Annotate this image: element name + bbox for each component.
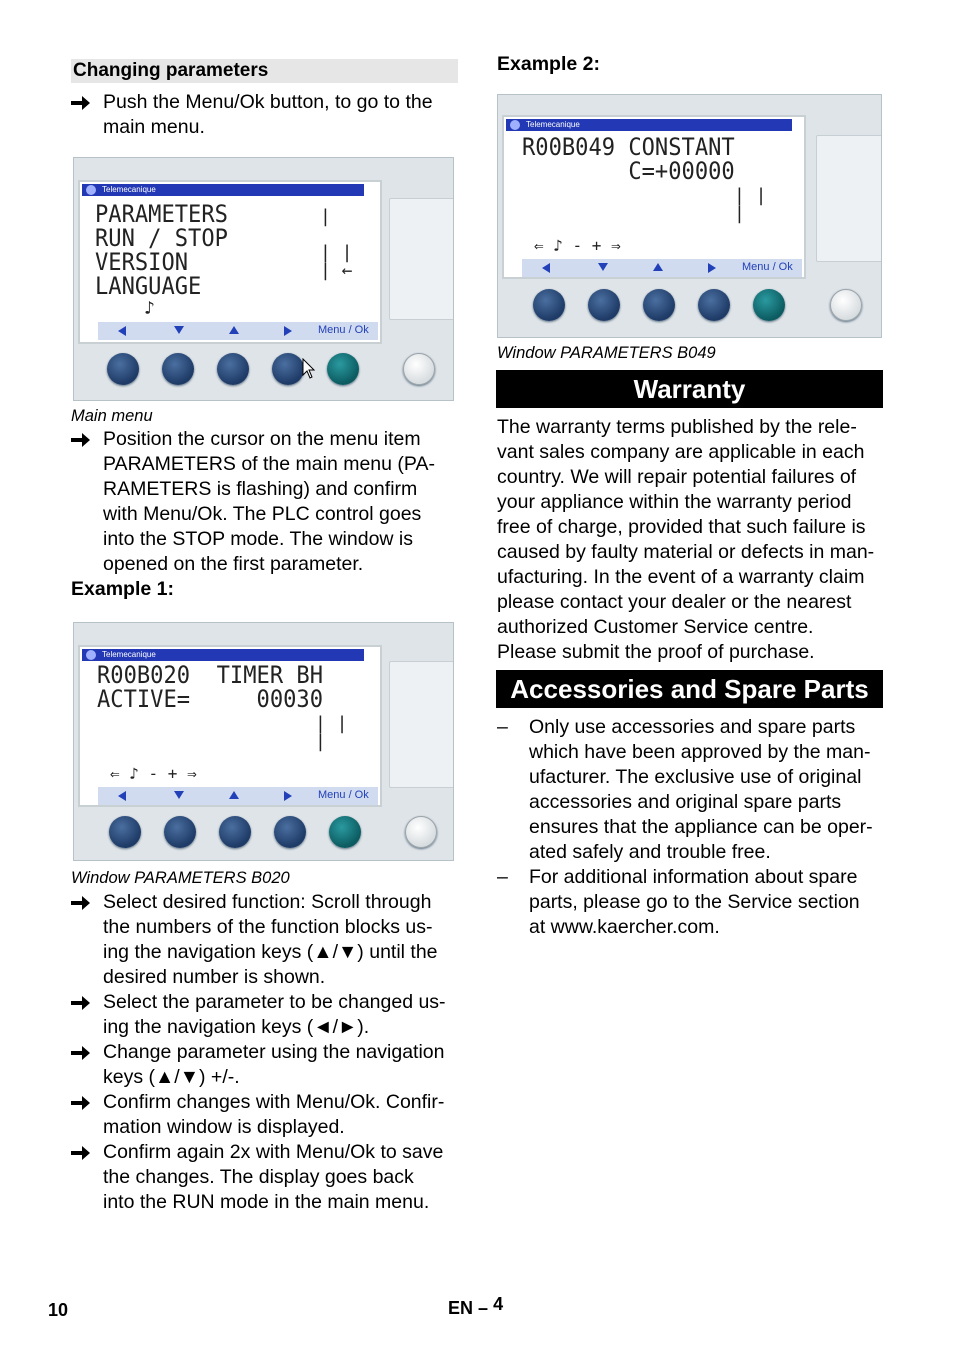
nav-bar xyxy=(98,322,378,340)
left-triangle-icon xyxy=(542,263,550,273)
brand-bar xyxy=(506,119,792,131)
instruction-step xyxy=(71,1040,461,1090)
arrow-icon xyxy=(71,427,93,448)
instruction-step xyxy=(71,1140,461,1215)
arrow-icon xyxy=(71,1140,93,1161)
step-text: Push the Menu/Ok button, to go to the main menu. xyxy=(103,91,433,138)
left-button[interactable] xyxy=(109,816,141,848)
nav-bar xyxy=(522,259,802,277)
down-button[interactable] xyxy=(162,353,194,385)
footer-lang xyxy=(448,1294,504,1319)
left-triangle-icon xyxy=(118,791,126,801)
lcd-screen xyxy=(78,645,382,807)
step-text: Position the cursor on the menu item PARAMETERS of the main menu (PA- RAMETERS is flashing) and confirm with Menu/Ok. The PLC control goes into the STOP mode. The window is opened on the first parameter. xyxy=(103,428,435,575)
plc-display-b020 xyxy=(73,622,454,861)
step-text: Confirm again 2x with Menu/Ok to save the changes. The display goes back into the RUN mode in the main menu. xyxy=(103,1141,444,1213)
lcd-text: PARAMETERS RUN / STOP VERSION LANGUAGE xyxy=(95,200,228,300)
up-button[interactable] xyxy=(219,816,251,848)
brand-bar xyxy=(82,649,364,661)
example-1-label: Example 1: xyxy=(71,578,174,600)
caption-main-menu: Main menu xyxy=(71,407,153,425)
right-triangle-icon xyxy=(284,791,292,801)
lcd-bars: | | | xyxy=(315,713,348,752)
menu-ok-label: Menu / Ok xyxy=(318,789,369,801)
instruction-step xyxy=(71,427,461,577)
menu-ok-label: Menu / Ok xyxy=(742,261,793,273)
up-triangle-icon xyxy=(229,326,239,334)
escape-button[interactable] xyxy=(403,353,435,385)
up-triangle-icon xyxy=(229,791,239,799)
footer-lang-code: EN xyxy=(448,1298,474,1318)
warranty-heading: Warranty xyxy=(496,370,883,408)
side-panel xyxy=(389,661,454,788)
menu-ok-button[interactable] xyxy=(753,289,785,321)
instruction-step xyxy=(71,90,461,140)
down-triangle-icon xyxy=(174,791,184,799)
up-button[interactable] xyxy=(643,289,675,321)
list-dash: – xyxy=(497,716,508,738)
softkey-row: ⇐ ♪ - + ⇒ xyxy=(534,236,621,255)
step-text: Change parameter using the navigation keys (▲/▼) +/-. xyxy=(103,1041,445,1088)
step-text: Confirm changes with Menu/Ok. Confir- mation window is displayed. xyxy=(103,1091,445,1138)
footer-sub-page: 4 xyxy=(493,1294,504,1314)
up-button[interactable] xyxy=(217,353,249,385)
arrow-icon xyxy=(71,890,93,911)
lcd-bars: | | | | ← xyxy=(320,206,353,281)
up-triangle-icon xyxy=(653,263,663,271)
telemecanique-logo-icon xyxy=(86,185,96,195)
down-triangle-icon xyxy=(598,263,608,271)
escape-button[interactable] xyxy=(830,289,862,321)
right-triangle-icon xyxy=(284,326,292,336)
telemecanique-logo-icon xyxy=(86,650,96,660)
instruction-step xyxy=(71,890,461,990)
step-text: Select desired function: Scroll through the numbers of the function blocks us- ing the navigation keys (▲/▼) until the desired number is shown. xyxy=(103,891,438,988)
menu-ok-button[interactable] xyxy=(329,816,361,848)
step-text: Select the parameter to be changed us- ing the navigation keys (◄/►). xyxy=(103,991,446,1038)
example-2-label: Example 2: xyxy=(497,53,600,75)
down-button[interactable] xyxy=(164,816,196,848)
nav-bar xyxy=(98,787,378,805)
menu-ok-label: Menu / Ok xyxy=(318,324,369,336)
list-dash: – xyxy=(497,866,508,888)
lcd-screen xyxy=(502,115,806,279)
right-triangle-icon xyxy=(708,263,716,273)
arrow-icon xyxy=(71,1090,93,1111)
right-button[interactable] xyxy=(274,816,306,848)
right-button[interactable] xyxy=(698,289,730,321)
brand-bar xyxy=(82,184,364,196)
section-heading-changing-parameters: Changing parameters xyxy=(71,59,458,83)
right-button[interactable] xyxy=(272,353,304,385)
down-button[interactable] xyxy=(588,289,620,321)
arrow-icon xyxy=(71,90,93,111)
telemecanique-logo-icon xyxy=(510,120,520,130)
left-button[interactable] xyxy=(107,353,139,385)
brand-label: Telemecanique xyxy=(526,120,580,129)
lcd-text: R00B020 TIMER BH ACTIVE= 00030 xyxy=(97,661,323,713)
side-panel xyxy=(389,198,454,320)
list-item-text: For additional information about spare parts, please go to the Service section at www.kaercher.com. xyxy=(529,866,860,938)
arrow-icon xyxy=(71,1040,93,1061)
caption-b020: Window PARAMETERS B020 xyxy=(71,869,290,887)
page-number: 10 xyxy=(48,1300,69,1320)
caption-b049: Window PARAMETERS B049 xyxy=(497,344,716,362)
down-triangle-icon xyxy=(174,326,184,334)
instruction-step xyxy=(71,1090,461,1140)
plc-display-b049 xyxy=(497,94,882,338)
instruction-step xyxy=(71,990,461,1040)
brand-label: Telemecanique xyxy=(102,185,156,194)
mouse-cursor-icon xyxy=(302,358,316,380)
warranty-text: The warranty terms published by the rele- vant sales company are applicable in each country. We will repair potential failures of your appliance within the warranty period free of charge, provided that such failure is caused by faulty material or defects in man- ufacturing. In the event of a warranty claim please contact your dealer or the nearest authorized Customer Service centre. Please submit the proof of purchase. xyxy=(497,416,875,663)
plc-display-main-menu xyxy=(73,157,454,401)
arrow-icon xyxy=(71,990,93,1011)
softkey-row: ⇐ ♪ - + ⇒ xyxy=(110,764,197,783)
brand-label: Telemecanique xyxy=(102,650,156,659)
accessories-heading: Accessories and Spare Parts xyxy=(496,670,883,708)
lcd-screen xyxy=(78,180,382,344)
side-panel xyxy=(816,135,882,262)
left-triangle-icon xyxy=(118,326,126,336)
note-icon: ♪ xyxy=(144,298,155,319)
left-button[interactable] xyxy=(533,289,565,321)
footer-dash: – xyxy=(478,1298,489,1318)
lcd-bars: | | | xyxy=(734,185,767,224)
menu-ok-button[interactable] xyxy=(327,353,359,385)
escape-button[interactable] xyxy=(405,816,437,848)
lcd-text: R00B049 CONSTANT C=+00000 xyxy=(522,133,735,185)
list-item-text: Only use accessories and spare parts which have been approved by the man- ufacturer. The exclusive use of original accessories and original spare parts ensures that the appliance can be oper- ated safely and trouble free. xyxy=(529,716,873,863)
